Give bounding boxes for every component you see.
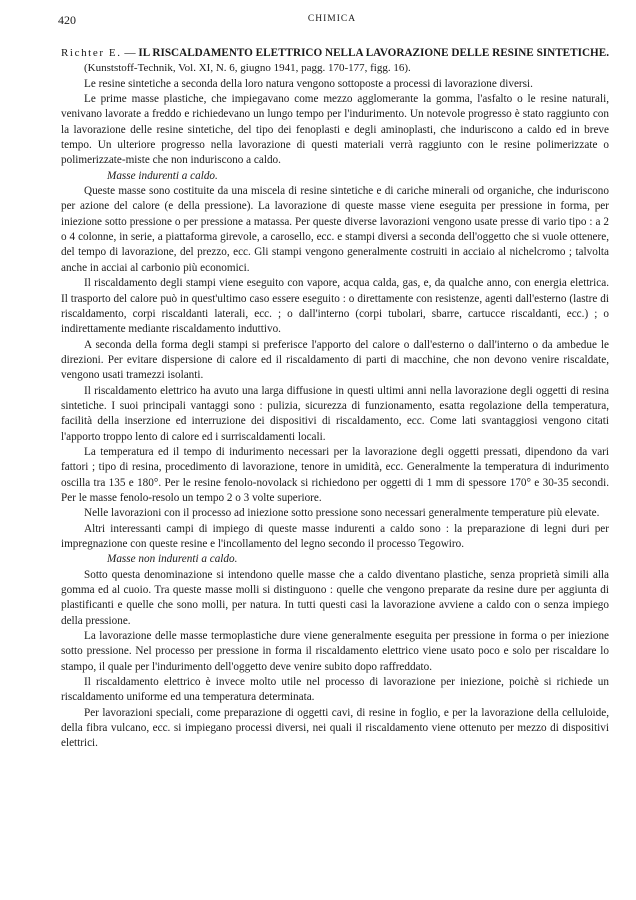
paragraph: Le prime masse plastiche, che impiegavano come mezzo agglomerante la gomma, l'asfalto o le resine naturali, venivano lavorate a freddo e richiedevano un lungo tempo per l'indurimento. Un notevole progresso è stato raggiunto con la lavorazione delle resine sintetiche, del tipo dei fenoplasti e degli aminoplasti, che induriscono a caldo ed in breve tempo. Un ulteriore progresso nella lavorazione di questi materiali verrà raggiunto con le resine polimerizzate o polimerizzate-miste che non induriscono a caldo. xyxy=(61,93,609,167)
article-title: IL RISCALDAMENTO ELETTRICO NELLA LAVORAZIONE DELLE RESINE SINTETICHE. xyxy=(138,47,610,59)
heading-separator: — xyxy=(121,47,139,59)
paragraph: Le resine sintetiche a seconda della loro natura vengono sottoposte a processi di lavorazione diversi. xyxy=(84,77,533,90)
running-head xyxy=(58,13,606,29)
paragraph: Sotto questa denominazione si intendono quelle masse che a caldo diventano plastiche, senza proprietà simili alla gomma ed al cuoio. Tra queste masse molli si distinguono : quelle che vengono preparate da resine dure per aggiunta di plastificanti e quelle che sono molli, per natura. In tutti questi casi la lavorazione avviene a caldo con o senza impiego della pressione. xyxy=(61,568,609,627)
article-heading xyxy=(61,46,609,77)
paragraph: A seconda della forma degli stampi si preferisce l'apporto del calore o dall'esterno o dall'interno o da ambedue le direzioni. Per evitare dispersione di calore ed il riscaldamento di parti di macchine, che non devono venire riscaldate, vengono usati tramezzi isolanti. xyxy=(61,338,609,382)
paragraph: Il riscaldamento elettrico è invece molto utile nel processo di lavorazione per iniezione, poichè si richiede un riscaldamento uniforme ed una temperatura determinata. xyxy=(61,676,609,704)
paragraph: Nelle lavorazioni con il processo ad iniezione sotto pressione sono necessari generalmente temperature più elevate. xyxy=(84,507,600,520)
page-number: 420 xyxy=(58,13,76,27)
article-body xyxy=(61,46,609,752)
paragraph: Per lavorazioni speciali, come preparazione di oggetti cavi, di resine in foglio, e per la lavorazione della celluloide, della fibra vulcano, ecc. si impiegano processi diversi, nei quali il riscaldamento viene ottenuto per mezzo di dispositivi elettrici. xyxy=(61,706,609,750)
paragraph: Queste masse sono costituite da una miscela di resine sintetiche e di cariche minerali od organiche, che induriscono per azione del calore (e della pressione). La lavorazione di queste masse viene eseguita per pressione in forma, per iniezione sotto pressione o per pressione a matassa. Per queste diverse lavorazioni vengono usate presse di vario tipo : a 2 o 4 colonne, in serie, a piattaforma girevole, a carosello, ecc. e stampi diversi a seconda dell'oggetto che si vuole ottenere, del tempo di lavorazione, del prezzo, ecc. Gli stampi vengono generalmente costruiti in acciaio al nichelcromo ; talvolta anche in acciai al carbonio più economici. xyxy=(61,185,609,274)
paragraph: Il riscaldamento degli stampi viene eseguito con vapore, acqua calda, gas, e, da qualche anno, con energia elettrica. Il trasporto del calore può in quest'ultimo caso essere eseguito : o direttamente con resistenze, agenti dall'esterno (lastre di riscaldamento, corpi riscaldanti laterali, ecc. ; o dall'interno (corpi tubolari, sbarre, cartucce riscaldanti, ecc.) ; o indirettamente mediante riscaldamento induttivo. xyxy=(61,277,609,336)
paragraph: Altri interessanti campi di impiego di queste masse indurenti a caldo sono : la preparazione di legni duri per impregnazione con queste resine e l'incollamento del legno secondo il processo Tegowiro. xyxy=(61,522,609,550)
paragraph: Il riscaldamento elettrico ha avuto una larga diffusione in questi ultimi anni nella lavorazione degli oggetti di resina sintetiche. I suoi principali vantaggi sono : pulizia, sicurezza di funzionamento, esatta regolazione della temperatura, facilità della inserzione ed interruzione dei dispositivi di riscaldamento, ecc. Come lati svantaggiosi vengono citati l'apporto troppo lento di calore ed i surriscaldamenti locali. xyxy=(61,384,609,443)
subheading-indurenti: Masse indurenti a caldo. xyxy=(107,169,218,182)
section-name: CHIMICA xyxy=(307,14,357,24)
paragraph: La temperatura ed il tempo di indurimento necessari per la lavorazione degli oggetti pressati, dipendono da vari fattori ; tipo di resina, procedimento di lavorazione, tenore in umidità, ecc. Generalmente la temperatura di indurimento oscilla tra 135 e 180°. Per le resine fenolo-novolack si richiedono per oggetti di 1 mm di spessore 170° e 30-35 secondi. Per le masse fenolo-resolo un tempo 2 o 3 volte superiore. xyxy=(61,445,609,504)
article-author: Richter E. xyxy=(61,47,122,59)
paragraph: La lavorazione delle masse termoplastiche dure viene generalmente eseguita per pressione in forma o per iniezione sotto pressione. Nel processo per pressione in forma il riscaldamento elettrico viene usato poco e solo per riscaldare lo stampo, il quale per l'indurimento dell'oggetto deve venire subito dopo raffreddato. xyxy=(61,630,609,673)
article-citation: (Kunststoff-Technik, Vol. XI, N. 6, giugno 1941, pagg. 170-177, figg. 16). xyxy=(84,62,411,75)
subheading-non-indurenti: Masse non indurenti a caldo. xyxy=(107,553,238,566)
